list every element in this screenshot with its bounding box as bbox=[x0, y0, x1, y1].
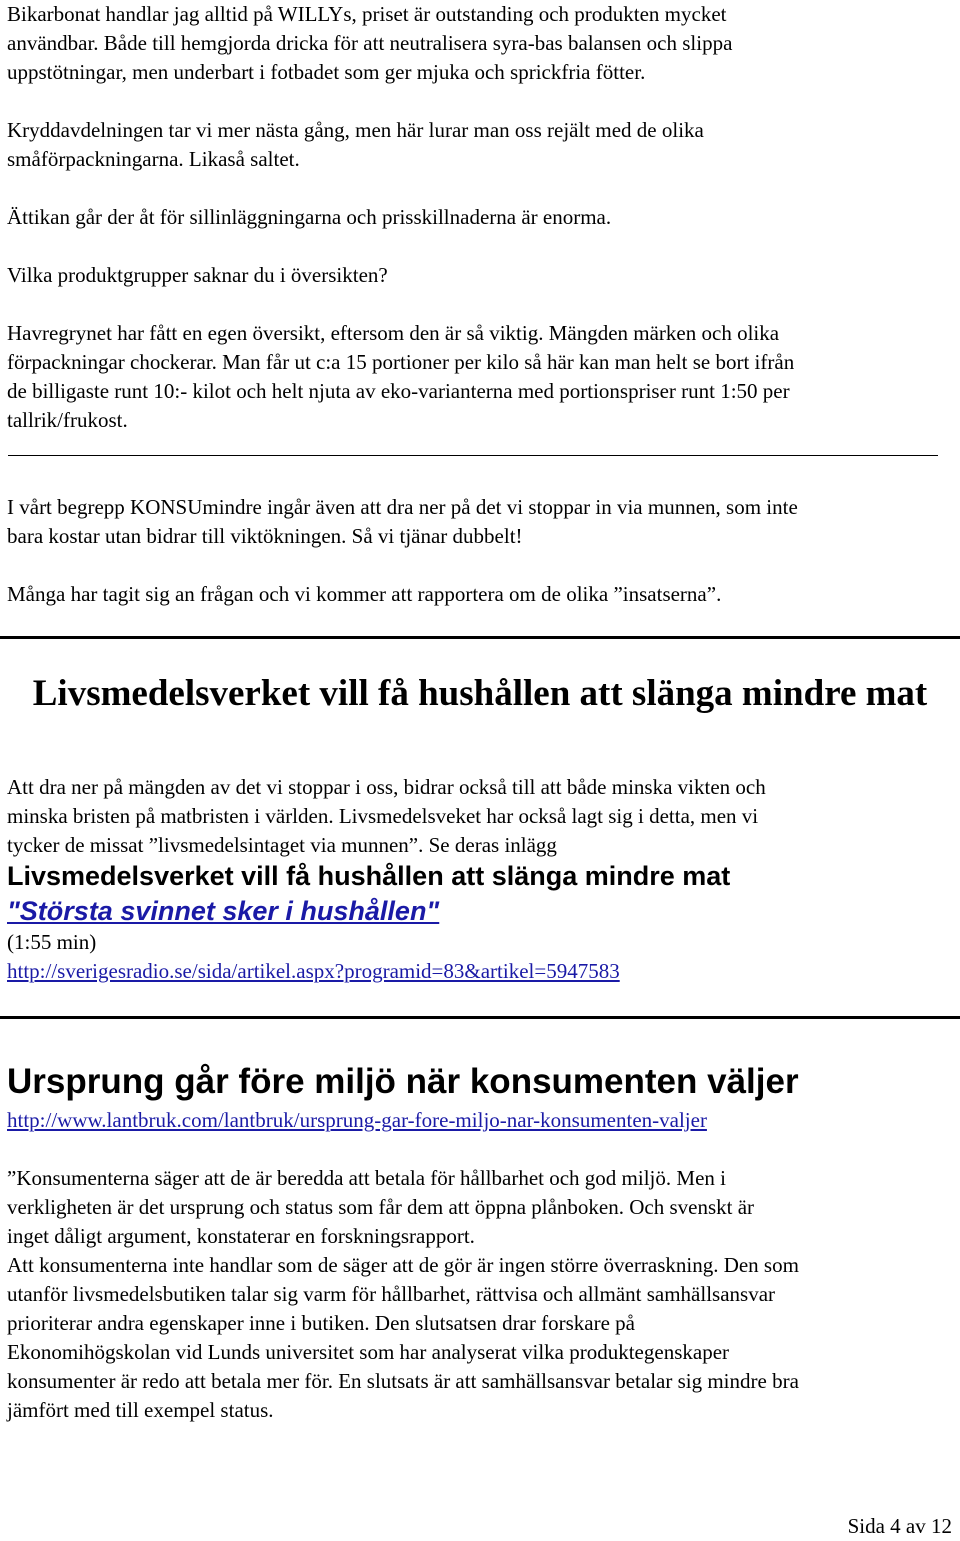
paragraph-line: Att konsumenterna inte handlar som de säger att de gör är ingen större överraskning. Den som bbox=[7, 1253, 799, 1277]
paragraph-line: verkligheten är det ursprung och status som får dem att öppna plånboken. Och svenskt är bbox=[7, 1195, 755, 1219]
paragraph-line: I vårt begrepp KONSUmindre ingår även att dra ner på det vi stoppar in via munnen, som inte bbox=[7, 495, 798, 519]
paragraph-line: inget dåligt argument, konstaterar en forskningsrapport. bbox=[7, 1224, 475, 1248]
paragraph-line: Havregrynet har fått en egen översikt, eftersom den är så viktig. Mängden märken och olika bbox=[7, 321, 780, 345]
paragraph-line: Ättikan går der åt för sillinläggningarna och prisskillnaderna är enorma. bbox=[7, 205, 612, 229]
paragraph-line: konsumenter är redo att betala mer för. En slutsats är att samhällsansvar betalar sig mindre bra bbox=[7, 1369, 799, 1393]
section-heading: Livsmedelsverket vill få hushållen att slänga mindre mat bbox=[32, 673, 928, 714]
url-line[interactable] bbox=[7, 1106, 707, 1135]
paragraph-line: Ekonomihögskolan vid Lunds universitet som har analyserat vilka produktegenskaper bbox=[7, 1340, 730, 1364]
paragraph-line: förpackningar chockerar. Man får ut c:a 15 portioner per kilo så här kan man helt se bort ifrån bbox=[7, 350, 795, 374]
paragraph-line: minska bristen på matbristen i världen. Livsmedelsveket har också lagt sig i detta, men vi bbox=[7, 804, 759, 828]
paragraph-line: småförpackningarna. Likaså saltet. bbox=[7, 147, 300, 171]
paragraph-line: utanför livsmedelsbutiken talar sig varm för hållbarhet, rättvisa och allmänt samhällsansvar bbox=[7, 1282, 776, 1306]
section-heading: Ursprung går före miljö när konsumenten väljer bbox=[7, 1062, 799, 1101]
paragraph-line: Många har tagit sig an frågan och vi kommer att rapportera om de olika ”insatserna”. bbox=[7, 582, 722, 606]
article-link-title[interactable] bbox=[7, 894, 439, 928]
paragraph-line: Kryddavdelningen tar vi mer nästa gång, men här lurar man oss rejält med de olika bbox=[7, 118, 704, 142]
section-divider bbox=[0, 1016, 960, 1019]
duration-text: (1:55 min) bbox=[7, 930, 97, 954]
paragraph-line: Vilka produktgrupper saknar du i översikten? bbox=[7, 263, 388, 287]
paragraph-line: Bikarbonat handlar jag alltid på WILLYs, priset är outstanding och produkten mycket bbox=[7, 2, 727, 26]
paragraph-line: bara kostar utan bidrar till viktökningen. Så vi tjänar dubbelt! bbox=[7, 524, 523, 548]
paragraph-line: användbar. Både till hemgjorda dricka för att neutralisera syra-bas balansen och slippa bbox=[7, 31, 733, 55]
paragraph-line: uppstötningar, men underbart i fotbadet som ger mjuka och sprickfria fötter. bbox=[7, 60, 646, 84]
page-number: Sida 4 av 12 bbox=[847, 1514, 952, 1538]
paragraph-line: Att dra ner på mängden av det vi stoppar i oss, bidrar också till att både minska vikten och bbox=[7, 775, 766, 799]
paragraph-line: prioriterar andra egenskaper inne i butiken. Den slutsatsen drar forskare på bbox=[7, 1311, 636, 1335]
divider-line bbox=[8, 455, 938, 456]
article-link[interactable]: "Största svinnet sker i hushållen" bbox=[7, 896, 440, 926]
paragraph-line: tycker de missat ”livsmedelsintaget via munnen”. Se deras inlägg bbox=[7, 833, 557, 857]
url-line[interactable] bbox=[7, 957, 620, 986]
sverigesradio-link[interactable]: http://sverigesradio.se/sida/artikel.aspx?programid=83&artikel=5947583 bbox=[7, 959, 620, 983]
lantbruk-link[interactable]: http://www.lantbruk.com/lantbruk/ursprung-gar-fore-miljo-nar-konsumenten-valjer bbox=[7, 1108, 707, 1132]
sub-heading: Livsmedelsverket vill få hushållen att slänga mindre mat bbox=[7, 861, 731, 891]
paragraph-line: jämfört med till exempel status. bbox=[7, 1398, 274, 1422]
paragraph-line: tallrik/frukost. bbox=[7, 408, 128, 432]
paragraph-line: de billigaste runt 10:- kilot och helt njuta av eko-varianterna med portionspriser runt 1:50 per bbox=[7, 379, 790, 403]
section-divider bbox=[0, 636, 960, 639]
paragraph-line: ”Konsumenterna säger att de är beredda att betala för hållbarhet och god miljö. Men i bbox=[7, 1166, 726, 1190]
